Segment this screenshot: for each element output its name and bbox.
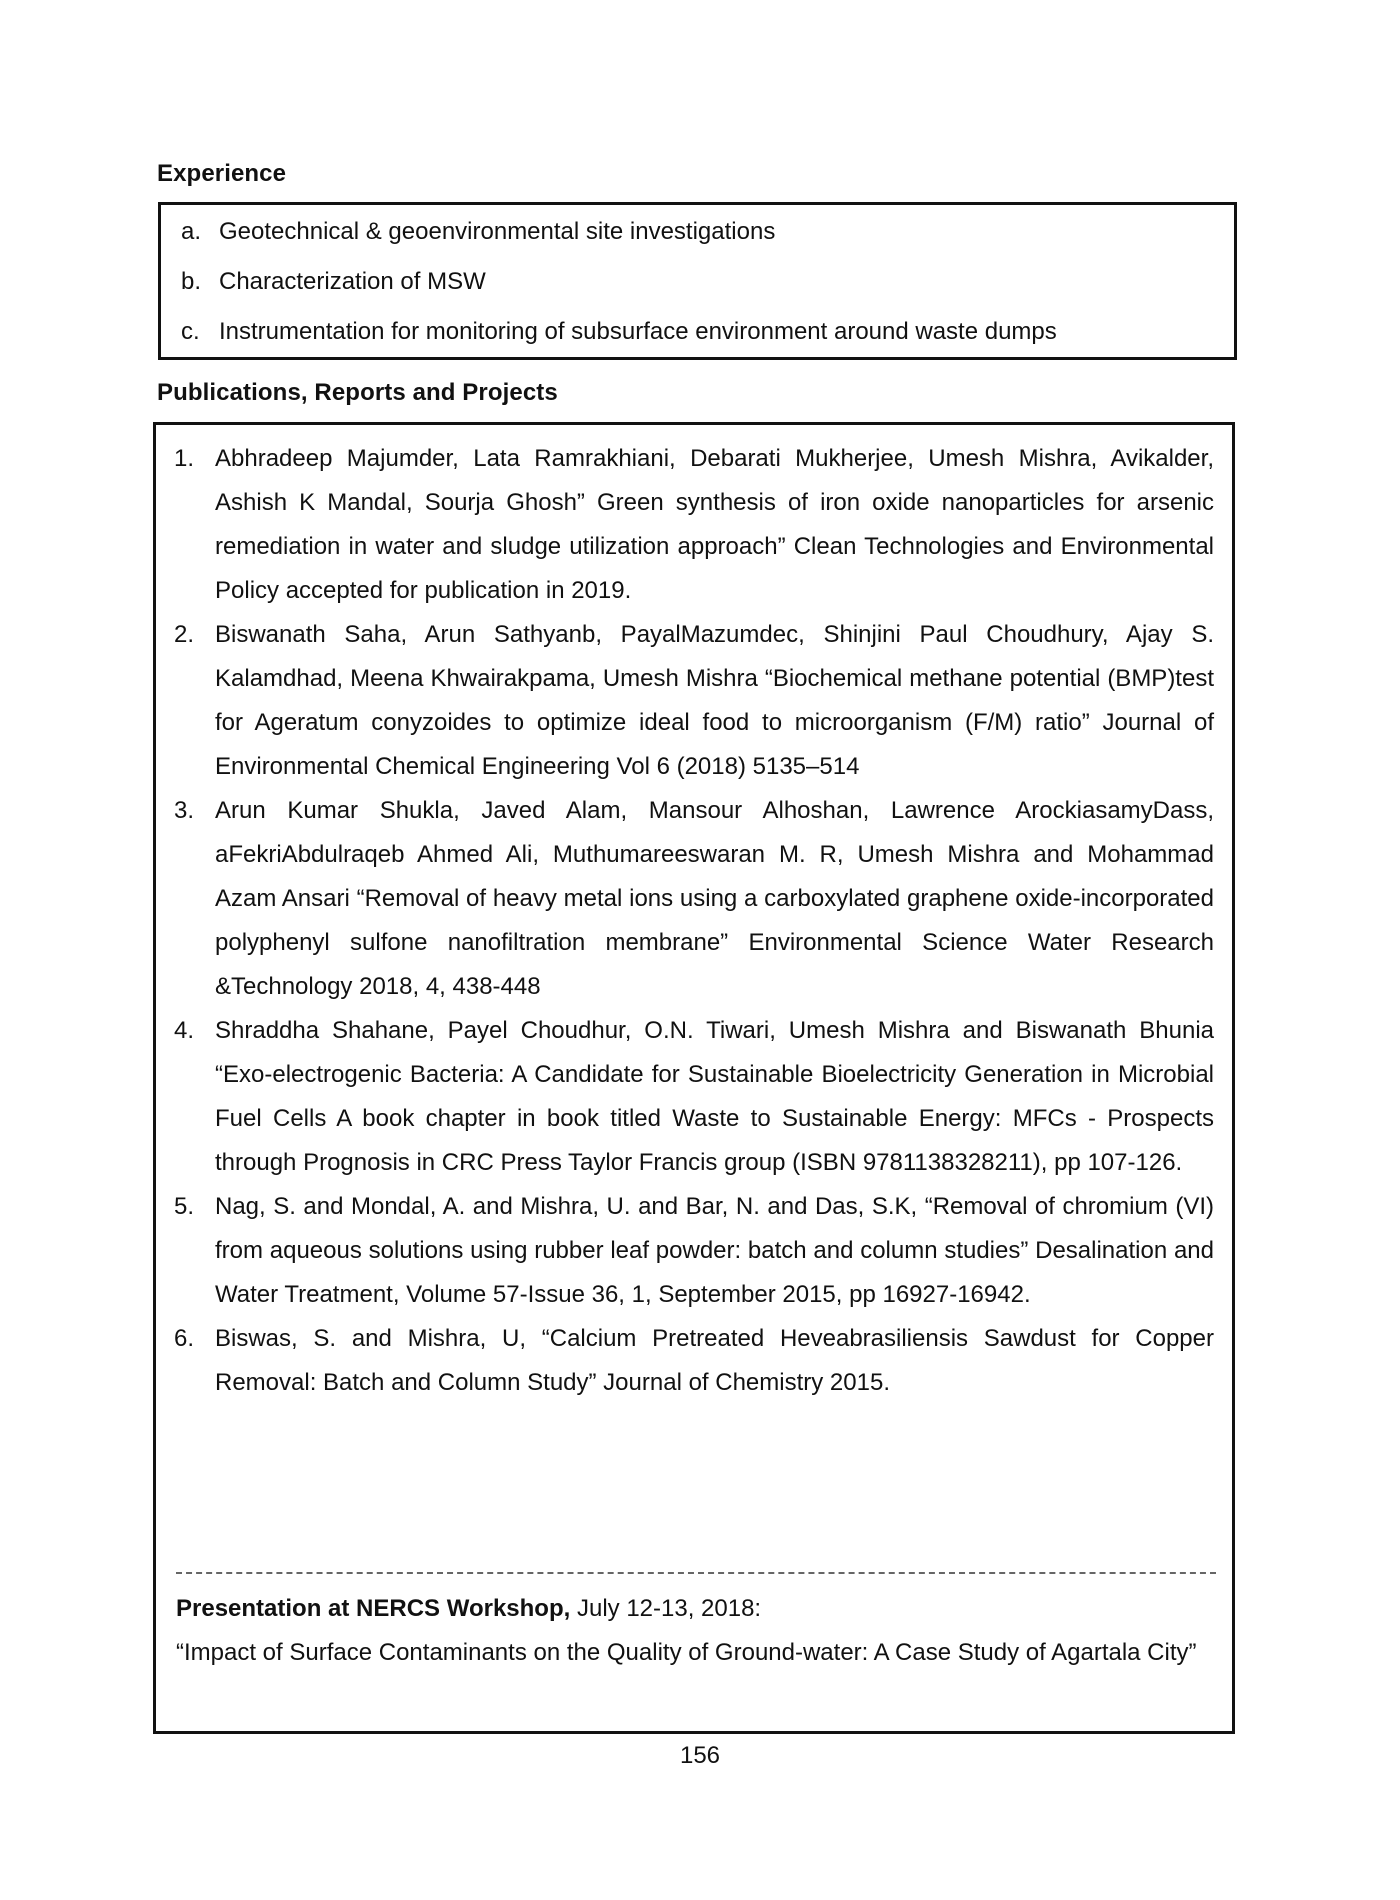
experience-item-marker: c. [181, 318, 200, 345]
publication-number: 5. [174, 1193, 195, 1220]
publication-number: 2. [174, 621, 195, 648]
experience-item-marker: b. [181, 268, 202, 295]
experience-item-text: Instrumentation for monitoring of subsurface environment around waste dumps [219, 318, 1057, 345]
publication-item [174, 1009, 1214, 1185]
presentation-line [176, 1595, 761, 1623]
publication-text: Biswas, S. and Mishra, U, “Calcium Pretreated Heveabrasiliensis Sawdust for Copper Removal: Batch and Column Study” Journal of Chemistry 2015. [215, 1325, 1214, 1396]
experience-item [181, 318, 1057, 346]
publication-text: Nag, S. and Mondal, A. and Mishra, U. and Bar, N. and Das, S.K, “Removal of chromium (VI) from aqueous solutions using rubber leaf powder: batch and column studies” Desalination and Water Treatment, Volume 57-Issue 36, 1, September 2015, pp 16927-16942. [215, 1193, 1214, 1308]
publication-item [174, 437, 1214, 613]
publication-text: Biswanath Saha, Arun Sathyanb, PayalMazumdec, Shinjini Paul Choudhury, Ajay S. Kalamdhad, Meena Khwairakpama, Umesh Mishra “Biochemical methane potential (BMP)test for Ageratum conyzoides to optimize ideal food to microorganism (F/M) ratio” Journal of Environmental Chemical Engineering Vol 6 (2018) 5135–514 [215, 621, 1214, 780]
publication-number: 6. [174, 1325, 195, 1352]
experience-item [181, 218, 775, 246]
presentation-date: July 12-13, 2018: [570, 1595, 762, 1622]
experience-item-marker: a. [181, 218, 202, 245]
publications-box [153, 422, 1235, 1734]
publication-number: 3. [174, 797, 195, 824]
publications-heading: Publications, Reports and Projects [157, 379, 558, 406]
experience-item-text: Characterization of MSW [219, 268, 486, 295]
dashed-divider [176, 1572, 1216, 1574]
publication-item [174, 613, 1214, 789]
page-number: 156 [679, 1742, 721, 1769]
publication-number: 4. [174, 1017, 195, 1044]
experience-box [158, 202, 1237, 360]
publication-item [174, 1185, 1214, 1317]
experience-heading: Experience [157, 160, 287, 187]
experience-item-text: Geotechnical & geoenvironmental site investigations [219, 218, 776, 245]
publication-item [174, 789, 1214, 1009]
publication-number: 1. [174, 445, 195, 472]
publication-text: Abhradeep Majumder, Lata Ramrakhiani, Debarati Mukherjee, Umesh Mishra, Avikalder, Ashish K Mandal, Sourja Ghosh” Green synthesis of iron oxide nanoparticles for arsenic remediation in water and sludge utilization approach” Clean Technologies and Environmental Policy accepted for publication in 2019. [215, 445, 1214, 604]
experience-item [181, 268, 486, 296]
presentation-title: “Impact of Surface Contaminants on the Quality of Ground-water: A Case Study of Agartala City” [176, 1639, 1197, 1666]
publication-text: Shraddha Shahane, Payel Choudhur, O.N. Tiwari, Umesh Mishra and Biswanath Bhunia “Exo-electrogenic Bacteria: A Candidate for Sustainable Bioelectricity Generation in Microbial Fuel Cells A book chapter in book titled Waste to Sustainable Energy: MFCs - Prospects through Prognosis in CRC Press Taylor Francis group (ISBN 9781138328211), pp 107-126. [215, 1017, 1214, 1176]
presentation-label: Presentation at NERCS Workshop, [176, 1595, 571, 1622]
publication-list [174, 437, 1214, 1405]
publication-item [174, 1317, 1214, 1405]
publication-text: Arun Kumar Shukla, Javed Alam, Mansour Alhoshan, Lawrence ArockiasamyDass, aFekriAbdulraqeb Ahmed Ali, Muthumareeswaran M. R, Umesh Mishra and Mohammad Azam Ansari “Removal of heavy metal ions using a carboxylated graphene oxide-incorporated polyphenyl sulfone nanofiltration membrane” Environmental Science Water Research &Technology 2018, 4, 438-448 [215, 797, 1214, 1000]
